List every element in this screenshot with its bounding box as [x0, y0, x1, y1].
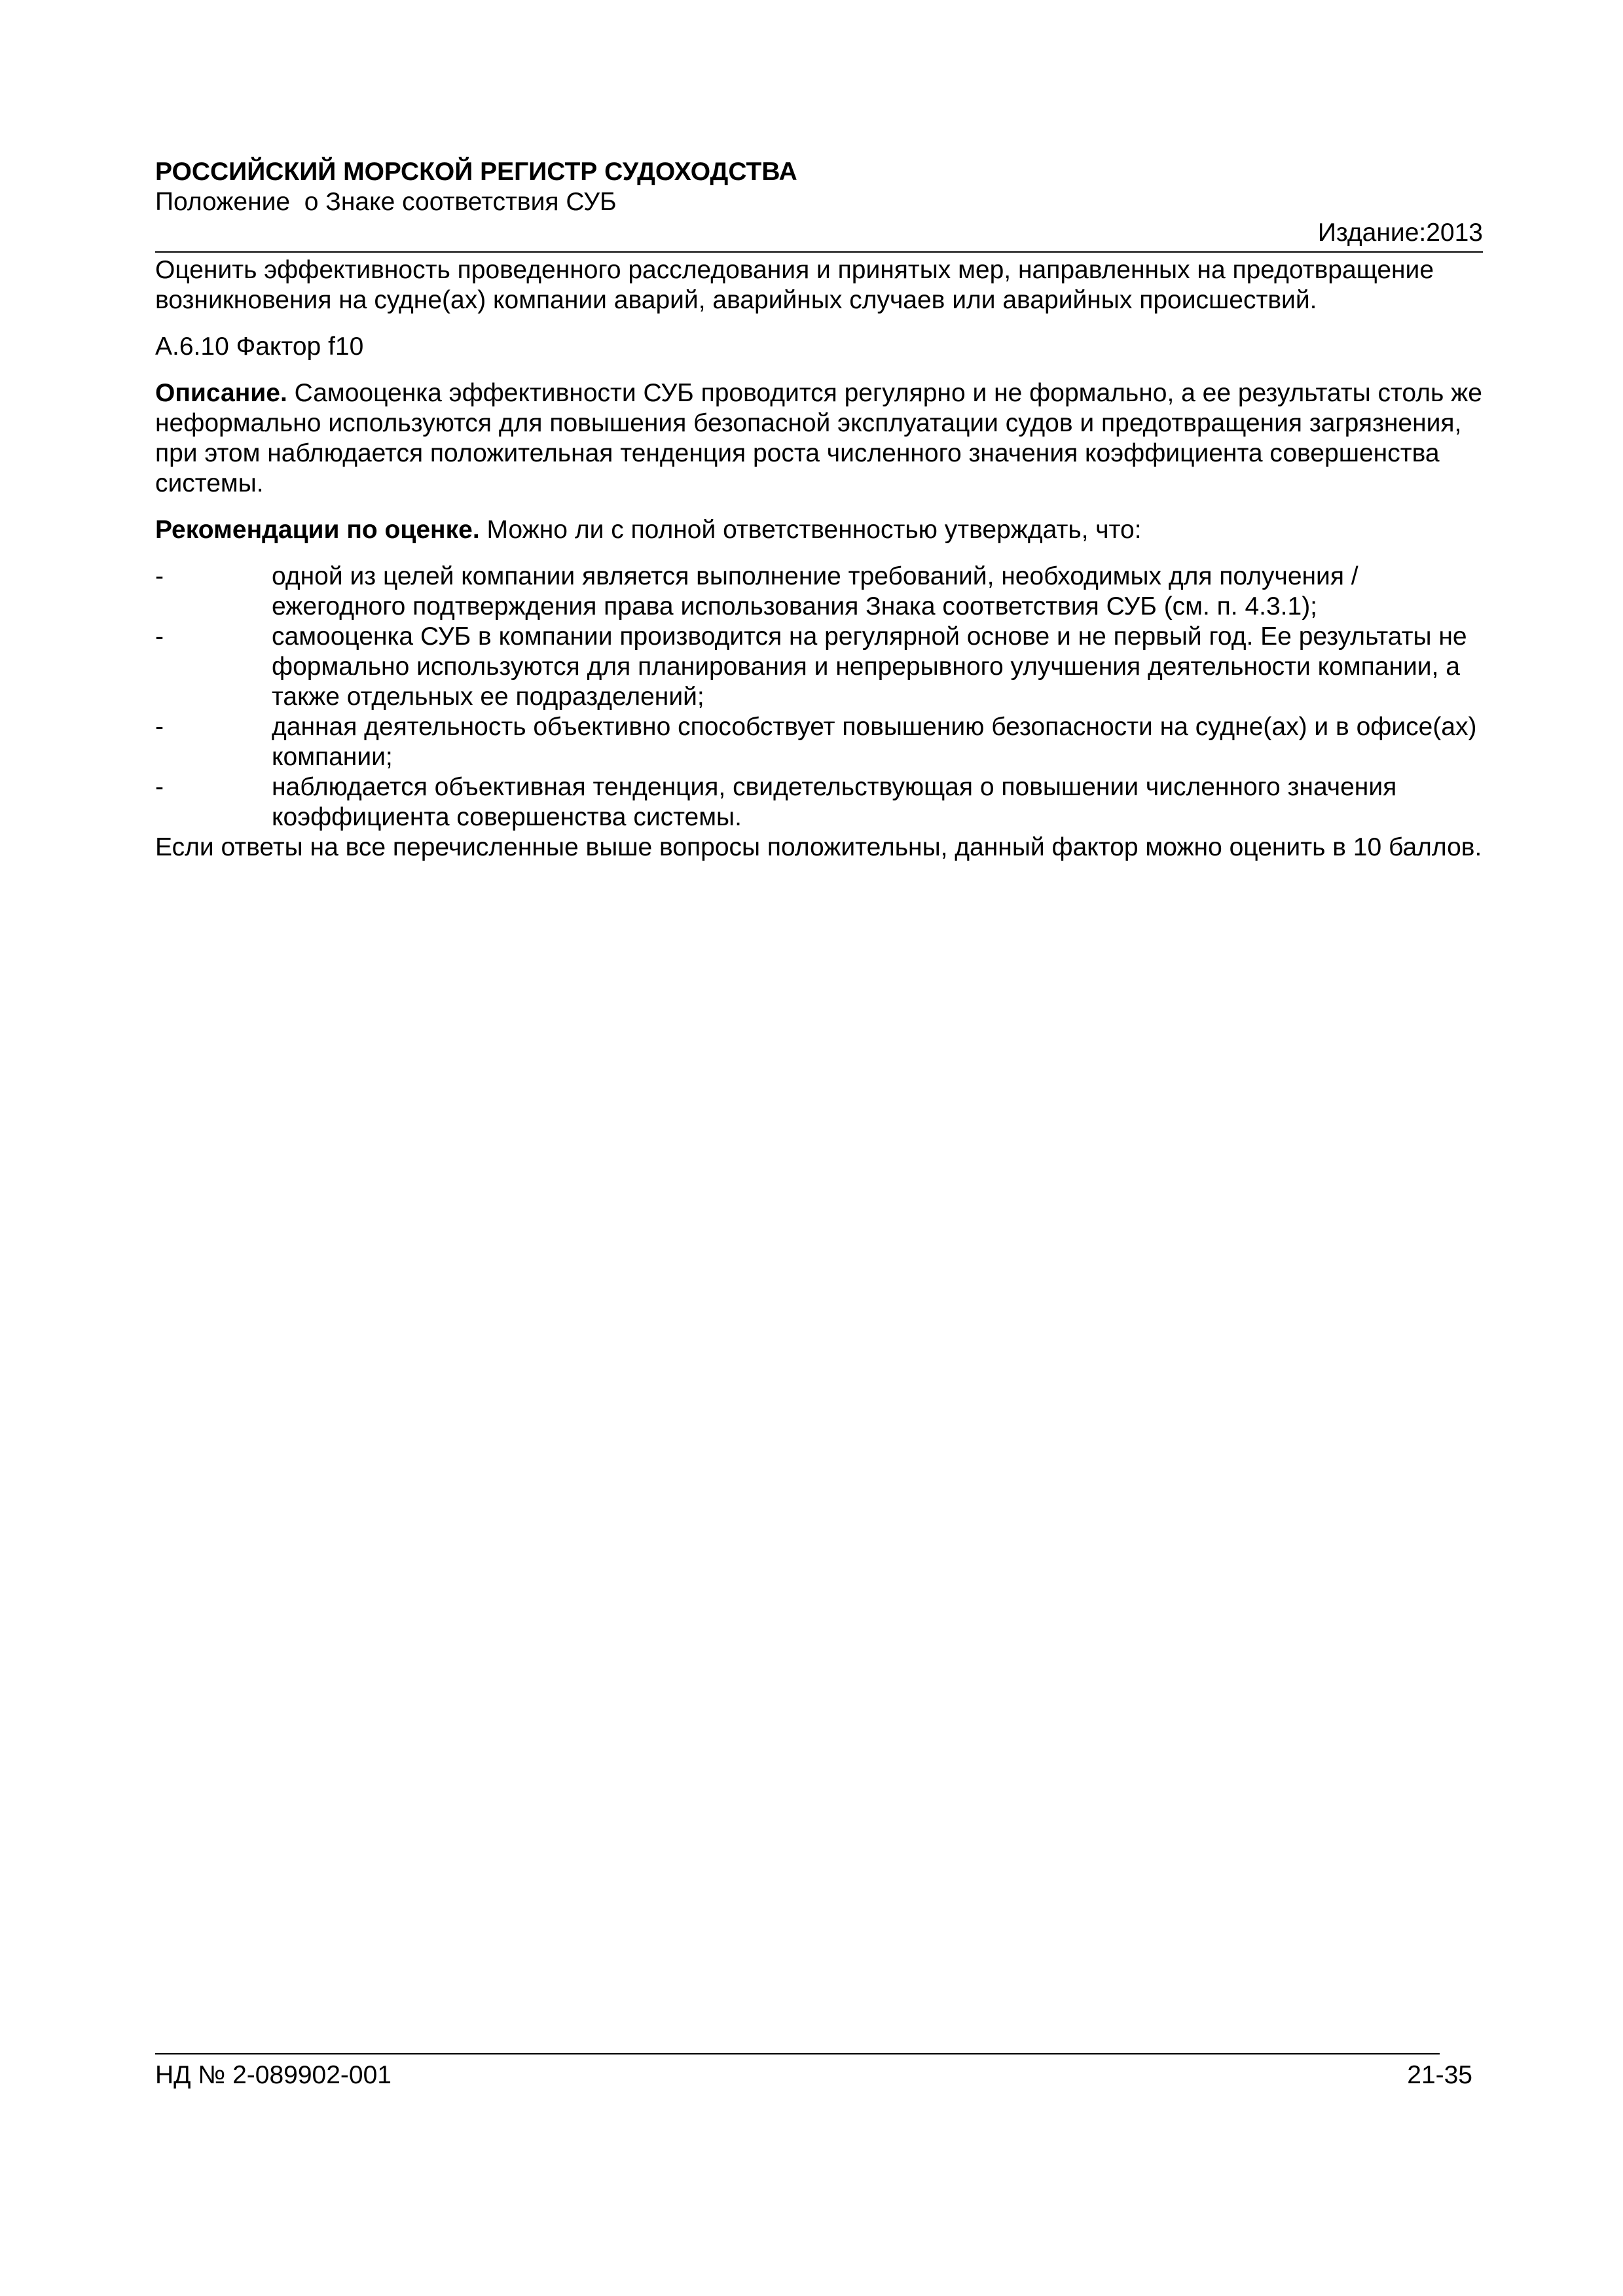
description-text: Самооценка эффективности СУБ проводится регулярно и не формально, а ее результаты столь же неформально используются для повышения безопасной эксплуатации судов и предотвращения загрязнения, при этом наблюдается положительная тенденция роста численного значения коэффициента совершенства системы.	[155, 379, 1482, 497]
recommendations-paragraph	[155, 515, 1483, 545]
bullet-dash: -	[155, 562, 164, 590]
closing-paragraph: Если ответы на все перечисленные выше вопросы положительны, данный фактор можно оценить в 10 баллов.	[155, 833, 1482, 861]
document-body	[155, 255, 1483, 879]
footer-divider	[155, 2053, 1440, 2054]
document-subtitle: Положение о Знаке соответствия СУБ	[155, 188, 617, 216]
recommendations-label: Рекомендации по оценке.	[155, 516, 480, 544]
document-number: НД № 2-089902-001	[155, 2061, 392, 2089]
list-item-text: одной из целей компании является выполнение требований, необходимых для получения / ежегодного подтверждения права использования Знака соответствия СУБ (см. п. 4.3.1);	[272, 562, 1359, 620]
section-heading: А.6.10 Фактор f10	[155, 332, 364, 361]
organization-title: РОССИЙСКИЙ МОРСКОЙ РЕГИСТР СУДОХОДСТВА	[155, 158, 797, 186]
page-number: 21-35	[1407, 2061, 1472, 2089]
header-divider	[155, 251, 1483, 253]
list-item-text: наблюдается объективная тенденция, свидетельствующая о повышении численного значения коэффициента совершенства системы.	[272, 773, 1397, 831]
intro-paragraph: Оценить эффективность проведенного расследования и принятых мер, направленных на предотвращение возникновения на судне(ах) компании аварий, аварийных случаев или аварийных происшествий.	[155, 256, 1434, 314]
recommendations-text: Можно ли с полной ответственностью утверждать, что:	[479, 516, 1142, 544]
list-item-text: данная деятельность объективно способствует повышению безопасности на судне(ах) и в офисе(ах) компании;	[272, 713, 1477, 771]
list-item-text: самооценка СУБ в компании производится на регулярной основе и не первый год. Ее результаты не формально используются для планирования и непрерывного улучшения деятельности компании, а также отдельных ее подразделений;	[272, 622, 1467, 711]
criteria-list	[155, 562, 1483, 833]
description-paragraph	[155, 378, 1483, 499]
description-label: Описание.	[155, 379, 287, 407]
list-item	[155, 772, 1483, 833]
bullet-dash: -	[155, 773, 164, 801]
edition-label: Издание:2013	[1317, 219, 1483, 247]
list-item	[155, 562, 1483, 622]
bullet-dash: -	[155, 622, 164, 651]
bullet-dash: -	[155, 713, 164, 741]
list-item	[155, 622, 1483, 712]
list-item	[155, 712, 1483, 772]
